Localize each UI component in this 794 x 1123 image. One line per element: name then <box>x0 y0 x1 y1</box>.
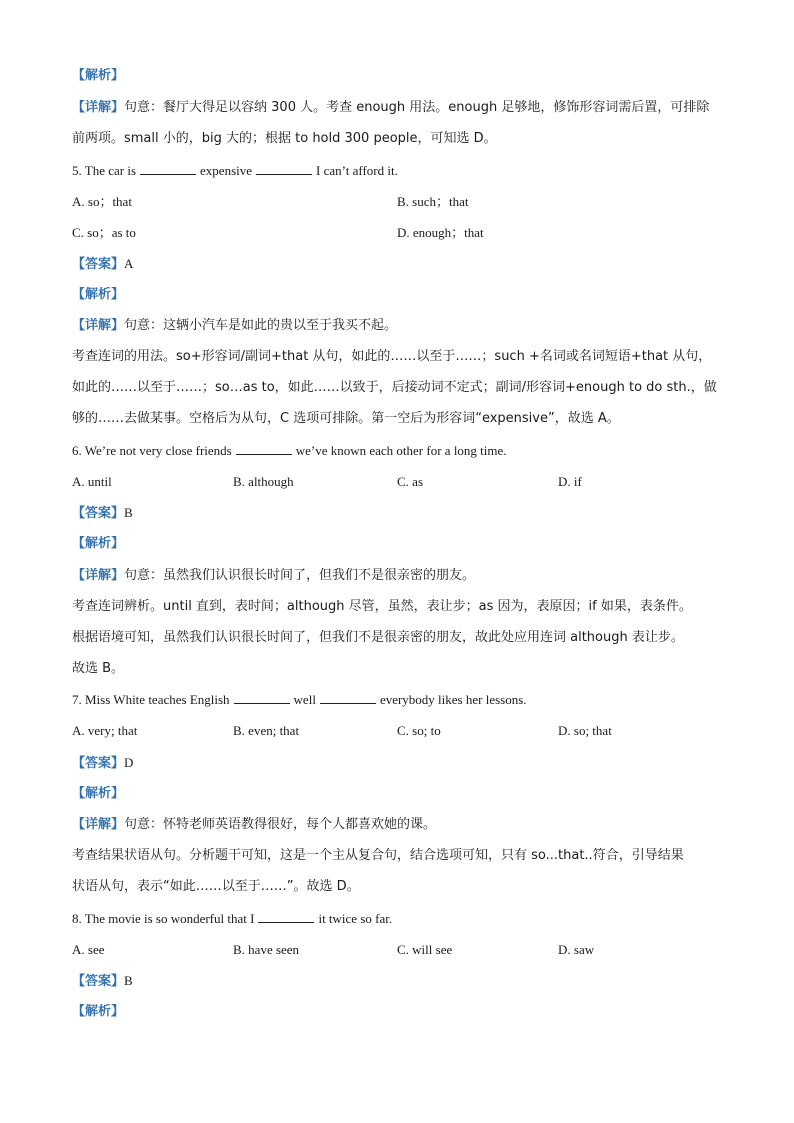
q6-detail-line-4 <box>72 661 732 677</box>
q6-stem-part-a: 6. We’re not very close friends <box>72 443 232 458</box>
q7-option-b: B. even; that <box>233 723 300 738</box>
q7-detail-text-2: 考查结果状语从句。分析题干可知，这是一个主从复合句，结合选项可知，只有 so...that..符合，引导结果 <box>72 848 684 863</box>
q7-stem-part-c: everybody likes her lessons. <box>379 692 527 707</box>
q5-stem-part-b: expensive <box>200 163 253 178</box>
q7-answer-line <box>72 755 732 772</box>
answer-tag: 【答案】 <box>72 257 125 272</box>
detail-tag: 【详解】 <box>72 100 125 115</box>
q5-detail-line-2 <box>72 349 732 365</box>
analysis-tag: 【解析】 <box>72 536 125 551</box>
q4-detail-text-1: 句意：餐厅大得足以容纳 300 人。考查 enough 用法。enough 足够地，修饰形容词需后置，可排除 <box>124 100 710 115</box>
q8-option-d: D. saw <box>558 942 595 957</box>
q8-option-a: A. see <box>72 942 105 957</box>
q6-detail-text-4: 故选 B。 <box>72 661 125 676</box>
q8-stem <box>72 911 732 927</box>
q6-detail-text-1: 句意：虽然我们认识很长时间了，但我们不是很亲密的朋友。 <box>124 568 476 583</box>
q7-blank-2 <box>320 693 376 704</box>
answer-tag: 【答案】 <box>72 756 125 771</box>
analysis-tag: 【解析】 <box>72 287 125 302</box>
q6-detail-text-3: 根据语境可知，虽然我们认识很长时间了，但我们不是很亲密的朋友，故此处应用连词 although 表让步。 <box>72 630 684 645</box>
analysis-tag: 【解析】 <box>72 1004 125 1019</box>
detail-tag: 【详解】 <box>72 568 125 583</box>
q5-detail-text-4: 够的……去做某事。空格后为从句，C 选项可排除。第一空后为形容词“expensive”，故选 A。 <box>72 411 620 426</box>
q8-answer: B <box>124 973 133 988</box>
q5-blank-1 <box>140 164 196 175</box>
q5-detail-text-3: 如此的……以至于……；so…as to，如此……以致于，后接动词不定式；副词/形容词+enough to do sth.，做 <box>72 380 717 395</box>
q5-stem-part-a: 5. The car is <box>72 163 137 178</box>
detail-tag: 【详解】 <box>72 318 125 333</box>
q7-option-d: D. so; that <box>558 723 612 738</box>
q7-detail-line-3 <box>72 879 732 895</box>
q7-detail-text-1: 句意：怀特老师英语教得很好，每个人都喜欢她的课。 <box>124 817 437 832</box>
q6-option-c: C. as <box>397 474 423 489</box>
q6-blank <box>236 444 292 455</box>
q6-stem <box>72 443 732 459</box>
q8-blank <box>258 912 314 923</box>
q5-stem <box>72 163 732 179</box>
q5-detail-line-4 <box>72 411 732 427</box>
q7-blank-1 <box>234 693 290 704</box>
q5-detail-text-1: 句意：这辆小汽车是如此的贵以至于我买不起。 <box>124 318 398 333</box>
q7-detail-text-3: 状语从句，表示“如此……以至于……”。故选 D。 <box>72 879 360 894</box>
q8-option-c: C. will see <box>397 942 453 957</box>
q8-stem-part-a: 8. The movie is so wonderful that I <box>72 911 255 926</box>
q6-detail-text-2: 考查连词辨析。until 直到，表时间；although 尽管，虽然，表让步；as 因为，表原因；if 如果，表条件。 <box>72 599 692 614</box>
q5-option-a: A. so；that <box>72 194 132 209</box>
q5-option-c: C. so；as to <box>72 225 136 240</box>
q5-blank-2 <box>256 164 312 175</box>
answer-tag: 【答案】 <box>72 974 125 989</box>
q6-option-d: D. if <box>558 474 582 489</box>
q8-answer-line <box>72 973 732 990</box>
q7-option-a: A. very; that <box>72 723 138 738</box>
q8-analysis-heading <box>72 1004 732 1020</box>
q6-analysis-heading <box>72 536 732 552</box>
q5-stem-part-c: I can’t afford it. <box>316 163 398 178</box>
q4-detail-line-2 <box>72 131 732 147</box>
analysis-tag: 【解析】 <box>72 786 125 801</box>
q6-answer-line <box>72 505 732 522</box>
q6-detail-line-1 <box>72 568 732 584</box>
q6-option-a: A. until <box>72 474 112 489</box>
q4-analysis-heading <box>72 68 732 84</box>
q5-detail-line-3 <box>72 380 732 396</box>
q6-detail-line-2 <box>72 599 732 615</box>
answer-tag: 【答案】 <box>72 506 125 521</box>
q5-detail-line-1 <box>72 318 732 334</box>
q7-analysis-heading <box>72 786 732 802</box>
q4-detail-line-1 <box>72 100 732 116</box>
q5-detail-text-2: 考查连词的用法。so+形容词/副词+that 从句，如此的……以至于……；such +名词或名词短语+that 从句， <box>72 349 712 364</box>
detail-tag: 【详解】 <box>72 817 125 832</box>
q6-stem-part-b: we’ve known each other for a long time. <box>295 443 507 458</box>
q7-option-c: C. so; to <box>397 723 441 738</box>
q6-detail-line-3 <box>72 630 732 646</box>
q6-answer: B <box>124 505 133 520</box>
q5-answer-line <box>72 256 732 273</box>
q7-stem-part-a: 7. Miss White teaches English <box>72 692 230 707</box>
q7-detail-line-1 <box>72 817 732 833</box>
q7-answer: D <box>124 755 134 770</box>
q8-option-b: B. have seen <box>233 942 300 957</box>
q4-detail-text-2: 前两项。small 小的，big 大的；根据 to hold 300 people，可知选 D。 <box>72 131 497 146</box>
q7-detail-line-2 <box>72 848 732 864</box>
q5-option-d: D. enough；that <box>397 225 484 240</box>
q5-option-b: B. such；that <box>397 194 469 209</box>
q6-option-b: B. although <box>233 474 294 489</box>
analysis-tag: 【解析】 <box>72 68 125 83</box>
q7-stem <box>72 692 732 708</box>
q5-analysis-heading <box>72 287 732 303</box>
q5-answer: A <box>124 256 134 271</box>
q7-stem-part-b: well <box>293 692 316 707</box>
q8-stem-part-b: it twice so far. <box>318 911 393 926</box>
